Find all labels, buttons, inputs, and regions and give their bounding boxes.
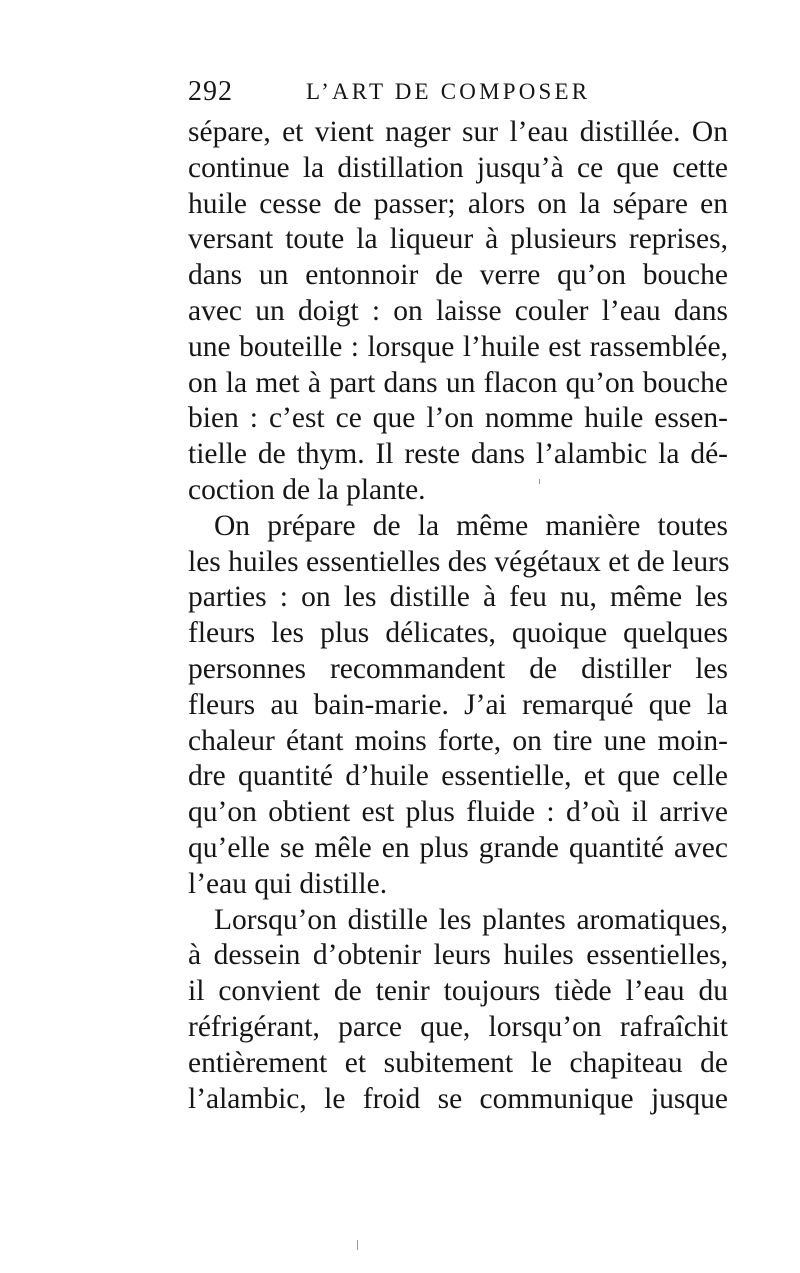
text-line: dans un entonnoir de verre qu’on bouche — [188, 259, 728, 292]
text-line: qu’on obtient est plus fluide : d’où il arrive — [188, 796, 728, 829]
text-line: l’alambic, le froid se communique jusque — [188, 1082, 728, 1115]
text-line: sépare, et vient nager sur l’eau distillée. On — [188, 116, 728, 148]
running-head — [188, 72, 728, 112]
text-line: réfrigérant, parce que, lorsqu’on rafraîchit — [188, 1010, 728, 1043]
text-line: Lorsqu’on distille les plantes aromatiques, — [214, 903, 728, 936]
text-line: personnes recommandent de distiller les — [188, 652, 728, 685]
text-line: fleurs au bain-marie. J’ai remarqué que la — [188, 688, 728, 721]
text-line: l’eau qui distille. — [188, 867, 388, 900]
text-line: parties : on les distille à feu nu, même les — [188, 581, 728, 614]
text-line: tielle de thym. Il reste dans l’alambic la dé- — [188, 438, 728, 471]
print-speck — [539, 479, 540, 484]
text-line: versant toute la liqueur à plusieurs reprises, — [188, 223, 728, 256]
text-line: continue la distillation jusqu’à ce que cette — [188, 151, 728, 184]
text-line: à dessein d’obtenir leurs huiles essentielles, — [188, 939, 728, 972]
text-line: fleurs les plus délicates, quoique quelques — [188, 617, 728, 650]
text-line: huile cesse de passer; alors on la sépare en — [188, 187, 728, 220]
text-line: une bouteille : lorsque l’huile est rassemblée, — [188, 330, 728, 363]
text-line: chaleur étant moins forte, on tire une moin- — [188, 724, 728, 757]
text-line: il convient de tenir toujours tiède l’eau du — [188, 975, 728, 1008]
text-line: avec un doigt : on laisse couler l’eau dans — [188, 294, 728, 327]
text-line: entièrement et subitement le chapiteau de — [188, 1046, 728, 1079]
text-line: on la met à part dans un flacon qu’on bouche — [188, 366, 728, 399]
text-line: coction de la plante. — [188, 473, 426, 506]
text-line: On prépare de la même manière toutes — [214, 509, 728, 542]
text-line: bien : c’est ce que l’on nomme huile essen- — [188, 402, 728, 435]
print-speck — [357, 1240, 358, 1250]
body-text — [188, 115, 728, 1117]
page-number: 292 — [188, 76, 233, 107]
text-line: dre quantité d’huile essentielle, et que celle — [188, 760, 728, 793]
running-title: L’ART DE COMPOSER — [306, 79, 591, 104]
text-line: les huiles essentielles des végétaux et de leurs — [188, 545, 730, 578]
text-line: qu’elle se mêle en plus grande quantité avec — [188, 831, 728, 864]
